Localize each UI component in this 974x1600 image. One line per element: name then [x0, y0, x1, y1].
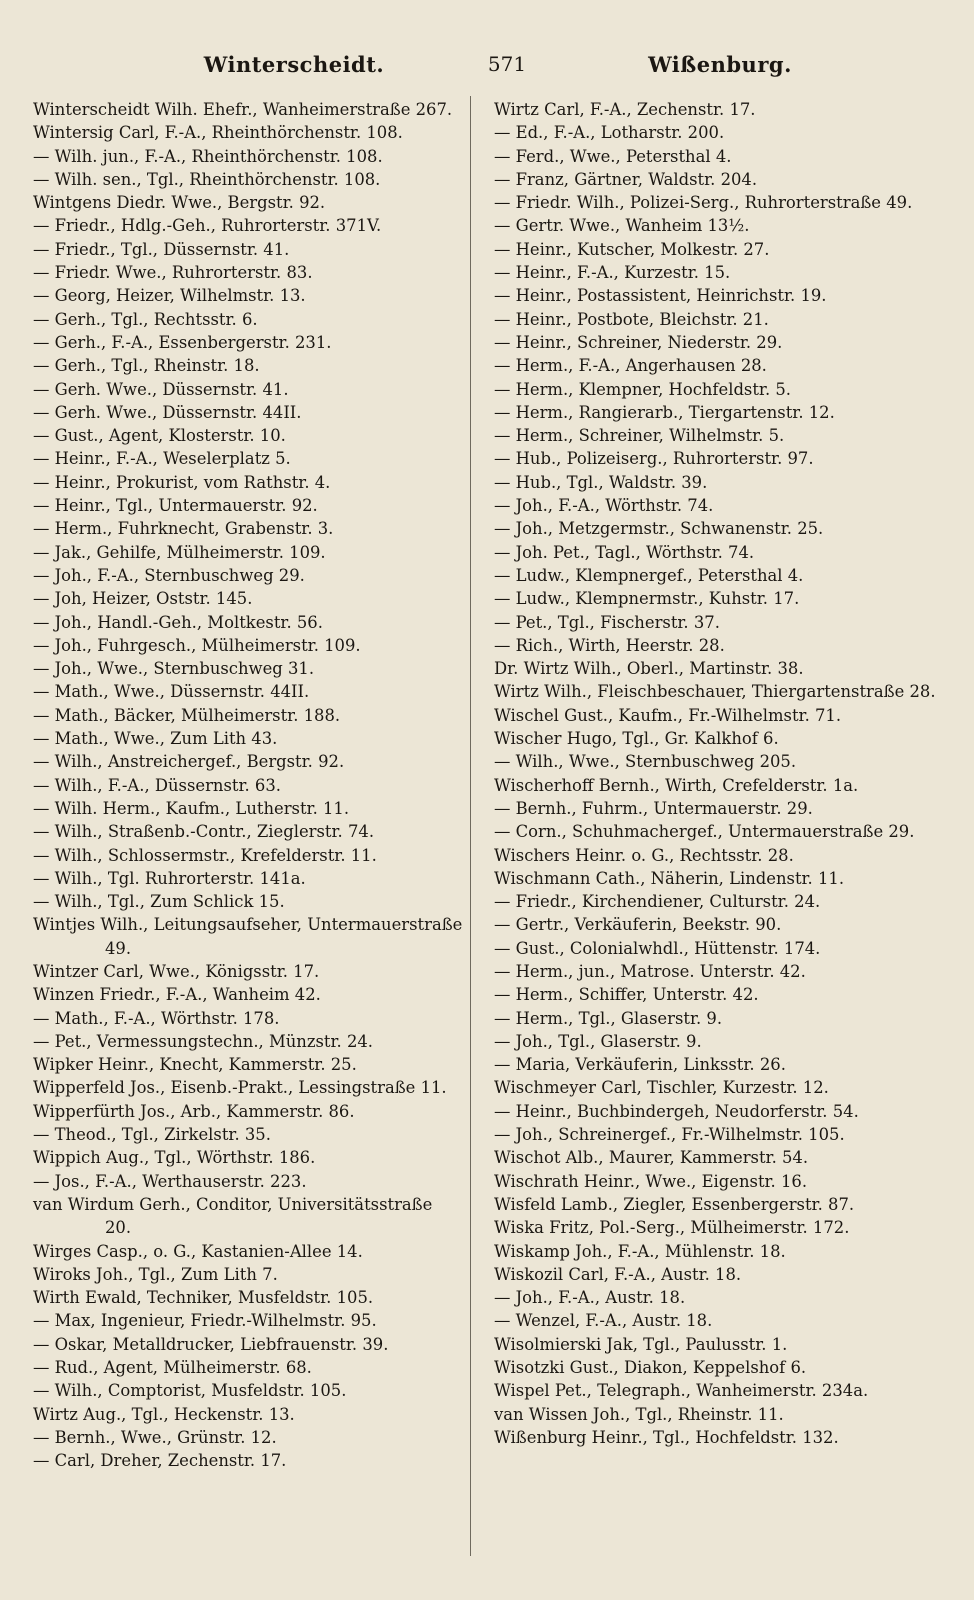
directory-entry: — Bernh., Fuhrm., Untermauerstr. 29.	[494, 798, 813, 818]
directory-entry: — Joh., Tgl., Glaserstr. 9.	[494, 1031, 702, 1051]
header-first-name: Winterscheidt.	[203, 51, 385, 77]
directory-entry: — Bernh., Wwe., Grünstr. 12.	[33, 1427, 277, 1447]
directory-entry: Wintgens Diedr. Wwe., Bergstr. 92.	[33, 193, 326, 213]
directory-entry: Wippich Aug., Tgl., Wörthstr. 186.	[33, 1148, 316, 1168]
directory-entry: — Math., Wwe., Zum Lith 43.	[33, 729, 278, 749]
directory-entry: — Gust., Agent, Klosterstr. 10.	[33, 426, 286, 446]
page-header	[34, 44, 940, 84]
directory-entry: — Wilh. Herm., Kaufm., Lutherstr. 11.	[33, 798, 350, 818]
directory-entry: Wipperfeld Jos., Eisenb.-Prakt., Lessingstraße 11.	[33, 1078, 447, 1098]
directory-entry: — Ludw., Klempnermstr., Kuhstr. 17.	[494, 589, 800, 609]
directory-entry: — Wenzel, F.-A., Austr. 18.	[494, 1311, 713, 1331]
directory-entry: — Theod., Tgl., Zirkelstr. 35.	[33, 1125, 271, 1145]
directory-entry: Wintersig Carl, F.-A., Rheinthörchenstr. 108.	[33, 123, 403, 143]
directory-entry: — Wilh., Schlossermstr., Krefelderstr. 11.	[33, 845, 377, 865]
directory-entry: — Wilh., Straßenb.-Contr., Zieglerstr. 74.	[33, 822, 375, 842]
directory-entry: — Pet., Vermessungstechn., Münzstr. 24.	[33, 1031, 374, 1051]
directory-entry: — Gerh. Wwe., Düssernstr. 41.	[33, 379, 289, 399]
directory-entry: — Herm., Schreiner, Wilhelmstr. 5.	[494, 426, 785, 446]
directory-entry: — Herm., Schiffer, Unterstr. 42.	[494, 985, 759, 1005]
directory-entry: — Max, Ingenieur, Friedr.-Wilhelmstr. 95.	[33, 1311, 377, 1331]
directory-entry: — Georg, Heizer, Wilhelmstr. 13.	[33, 286, 306, 306]
directory-entry: Wisfeld Lamb., Ziegler, Essenbergerstr. 87.	[494, 1194, 855, 1214]
directory-entry: — Joh., Fuhrgesch., Mülheimerstr. 109.	[33, 635, 361, 655]
directory-entry: Wirges Casp., o. G., Kastanien-Allee 14.	[33, 1241, 363, 1261]
directory-entry: — Joh., F.-A., Austr. 18.	[494, 1288, 686, 1308]
directory-entry: — Friedr., Tgl., Düssernstr. 41.	[33, 239, 290, 259]
directory-entry: — Wilh. sen., Tgl., Rheinthörchenstr. 108.	[33, 169, 381, 189]
directory-entry: — Joh., F.-A., Sternbuschweg 29.	[33, 565, 305, 585]
directory-entry: Wirtz Aug., Tgl., Heckenstr. 13.	[33, 1404, 295, 1424]
directory-entry: — Ludw., Klempnergef., Petersthal 4.	[494, 565, 804, 585]
directory-entry: — Joh., Handl.-Geh., Moltkestr. 56.	[33, 612, 323, 632]
directory-entry: — Wilh. jun., F.-A., Rheinthörchenstr. 108.	[33, 146, 383, 166]
directory-entry: — Herm., Fuhrknecht, Grabenstr. 3.	[33, 519, 334, 539]
directory-entry: — Heinr., F.-A., Kurzestr. 15.	[494, 263, 731, 283]
directory-entry: Wischer Hugo, Tgl., Gr. Kalkhof 6.	[494, 729, 779, 749]
directory-entry: — Herm., Rangierarb., Tiergartenstr. 12.	[494, 402, 835, 422]
directory-entry: — Heinr., Buchbindergeh, Neudorferstr. 54.	[494, 1101, 859, 1121]
right-column	[494, 98, 940, 1449]
directory-entry: — Heinr., Postassistent, Heinrichstr. 19.	[494, 286, 827, 306]
directory-entry: — Friedr. Wwe., Ruhrorterstr. 83.	[33, 263, 313, 283]
directory-entry: — Heinr., Postbote, Bleichstr. 21.	[494, 309, 769, 329]
directory-entry: van Wissen Joh., Tgl., Rheinstr. 11.	[494, 1404, 784, 1424]
directory-entry: — Wilh., Comptorist, Musfeldstr. 105.	[33, 1381, 347, 1401]
directory-entry: — Heinr., Prokurist, vom Rathstr. 4.	[33, 472, 331, 492]
left-column	[33, 98, 463, 1473]
directory-entry: — Jos., F.-A., Werthauserstr. 223.	[33, 1171, 307, 1191]
directory-entry: Winzen Friedr., F.-A., Wanheim 42.	[33, 985, 321, 1005]
header-last-name: Wißenburg.	[648, 51, 792, 77]
directory-entry: — Joh. Pet., Tagl., Wörthstr. 74.	[494, 542, 755, 562]
directory-entry: — Wilh., Anstreichergef., Bergstr. 92.	[33, 752, 345, 772]
directory-entry: — Joh., Wwe., Sternbuschweg 31.	[33, 659, 315, 679]
directory-entry: Wirtz Wilh., Fleischbeschauer, Thiergartenstraße 28.	[494, 682, 936, 702]
directory-entry: — Jak., Gehilfe, Mülheimerstr. 109.	[33, 542, 326, 562]
directory-entry: — Rich., Wirth, Heerstr. 28.	[494, 635, 725, 655]
directory-entry: — Gerh., F.-A., Essenbergerstr. 231.	[33, 332, 332, 352]
directory-entry: — Gertr. Wwe., Wanheim 13½.	[494, 216, 750, 236]
directory-entry: Winterscheidt Wilh. Ehefr., Wanheimerstraße 267.	[33, 100, 453, 119]
directory-entry: Wißenburg Heinr., Tgl., Hochfeldstr. 132.	[494, 1427, 839, 1447]
directory-entry: Wipker Heinr., Knecht, Kammerstr. 25.	[33, 1055, 357, 1075]
directory-entry: Wisotzki Gust., Diakon, Keppelshof 6.	[494, 1358, 807, 1378]
directory-entry: — Herm., F.-A., Angerhausen 28.	[494, 356, 767, 376]
directory-entry: Wiroks Joh., Tgl., Zum Lith 7.	[33, 1264, 278, 1284]
directory-entry: — Joh., Metzgermstr., Schwanenstr. 25.	[494, 519, 824, 539]
directory-entry: — Ed., F.-A., Lotharstr. 200.	[494, 123, 725, 143]
directory-entry: — Franz, Gärtner, Waldstr. 204.	[494, 169, 758, 189]
directory-entry: Dr. Wirtz Wilh., Oberl., Martinstr. 38.	[494, 659, 804, 679]
directory-entry: Wintjes Wilh., Leitungsaufseher, Untermauerstraße 49.	[33, 915, 463, 958]
directory-entry: Wiskamp Joh., F.-A., Mühlenstr. 18.	[494, 1241, 786, 1261]
directory-entry: — Heinr., Kutscher, Molkestr. 27.	[494, 239, 770, 259]
directory-entry: — Ferd., Wwe., Petersthal 4.	[494, 146, 732, 166]
directory-entry: — Friedr. Wilh., Polizei-Serg., Ruhrorterstraße 49.	[494, 193, 913, 213]
directory-entry: Wintzer Carl, Wwe., Königsstr. 17.	[33, 961, 320, 981]
directory-entry: Wipperfürth Jos., Arb., Kammerstr. 86.	[33, 1101, 355, 1121]
directory-entry: — Carl, Dreher, Zechenstr. 17.	[33, 1451, 287, 1471]
directory-entry: — Corn., Schuhmachergef., Untermauerstraße 29.	[494, 822, 915, 842]
directory-entry: Wiska Fritz, Pol.-Serg., Mülheimerstr. 172.	[494, 1218, 850, 1238]
directory-entry: — Heinr., F.-A., Weselerplatz 5.	[33, 449, 291, 469]
directory-entry: — Herm., Tgl., Glaserstr. 9.	[494, 1008, 723, 1028]
directory-entry: — Heinr., Schreiner, Niederstr. 29.	[494, 332, 783, 352]
directory-entry: — Pet., Tgl., Fischerstr. 37.	[494, 612, 720, 632]
directory-entry: — Friedr., Hdlg.-Geh., Ruhrorterstr. 371V.	[33, 216, 382, 236]
directory-entry: — Heinr., Tgl., Untermauerstr. 92.	[33, 496, 318, 516]
directory-entry: — Math., F.-A., Wörthstr. 178.	[33, 1008, 280, 1028]
directory-entry: — Gerh., Tgl., Rechtsstr. 6.	[33, 309, 258, 329]
directory-entry: — Joh, Heizer, Oststr. 145.	[33, 589, 253, 609]
directory-entry: — Wilh., Tgl., Zum Schlick 15.	[33, 892, 285, 912]
directory-entry: — Wilh., Wwe., Sternbuschweg 205.	[494, 752, 797, 772]
directory-entry: — Hub., Polizeiserg., Ruhrorterstr. 97.	[494, 449, 814, 469]
directory-entry: — Wilh., F.-A., Düssernstr. 63.	[33, 775, 281, 795]
directory-entry: — Herm., jun., Matrose. Unterstr. 42.	[494, 961, 806, 981]
directory-entry: — Rud., Agent, Mülheimerstr. 68.	[33, 1358, 312, 1378]
directory-entry: — Gust., Colonialwhdl., Hüttenstr. 174.	[494, 938, 821, 958]
directory-entry: — Herm., Klempner, Hochfeldstr. 5.	[494, 379, 792, 399]
directory-entry: Wischot Alb., Maurer, Kammerstr. 54.	[494, 1148, 809, 1168]
directory-entry: — Friedr., Kirchendiener, Culturstr. 24.	[494, 892, 821, 912]
directory-entry: — Hub., Tgl., Waldstr. 39.	[494, 472, 708, 492]
page-number: 571	[487, 52, 527, 76]
directory-entry: — Math., Wwe., Düssernstr. 44II.	[33, 682, 310, 702]
directory-entry: Wischrath Heinr., Wwe., Eigenstr. 16.	[494, 1171, 808, 1191]
directory-entry: Wischerhoff Bernh., Wirth, Crefelderstr. 1a.	[494, 775, 859, 795]
directory-entry: — Joh., Schreinergef., Fr.-Wilhelmstr. 105.	[494, 1125, 845, 1145]
directory-entry: van Wirdum Gerh., Conditor, Universitätsstraße 20.	[33, 1194, 433, 1238]
directory-entry: Wischmeyer Carl, Tischler, Kurzestr. 12.	[494, 1078, 829, 1098]
directory-entry: — Math., Bäcker, Mülheimerstr. 188.	[33, 705, 341, 725]
directory-entry: — Gerh. Wwe., Düssernstr. 44II.	[33, 402, 302, 422]
directory-entry: — Wilh., Tgl. Ruhrorterstr. 141a.	[33, 868, 306, 888]
directory-entry: Wiskozil Carl, F.-A., Austr. 18.	[494, 1264, 742, 1284]
directory-entry: Wispel Pet., Telegraph., Wanheimerstr. 234a.	[494, 1381, 869, 1401]
directory-entry: Wischmann Cath., Näherin, Lindenstr. 11.	[494, 868, 845, 888]
directory-entry: Wirth Ewald, Techniker, Musfeldstr. 105.	[33, 1288, 374, 1308]
directory-entry: Wischers Heinr. o. G., Rechtsstr. 28.	[494, 845, 794, 865]
directory-entry: Wischel Gust., Kaufm., Fr.-Wilhelmstr. 71.	[494, 705, 842, 725]
directory-entry: — Maria, Verkäuferin, Linksstr. 26.	[494, 1055, 786, 1075]
directory-entry: Wirtz Carl, F.-A., Zechenstr. 17.	[494, 100, 756, 119]
column-divider	[470, 96, 471, 1556]
directory-entry: — Gertr., Verkäuferin, Beekstr. 90.	[494, 915, 782, 935]
directory-entry: — Oskar, Metalldrucker, Liebfrauenstr. 39.	[33, 1334, 389, 1354]
directory-entry: — Gerh., Tgl., Rheinstr. 18.	[33, 356, 260, 376]
directory-entry: Wisolmierski Jak, Tgl., Paulusstr. 1.	[494, 1334, 788, 1354]
directory-entry: — Joh., F.-A., Wörthstr. 74.	[494, 496, 714, 516]
